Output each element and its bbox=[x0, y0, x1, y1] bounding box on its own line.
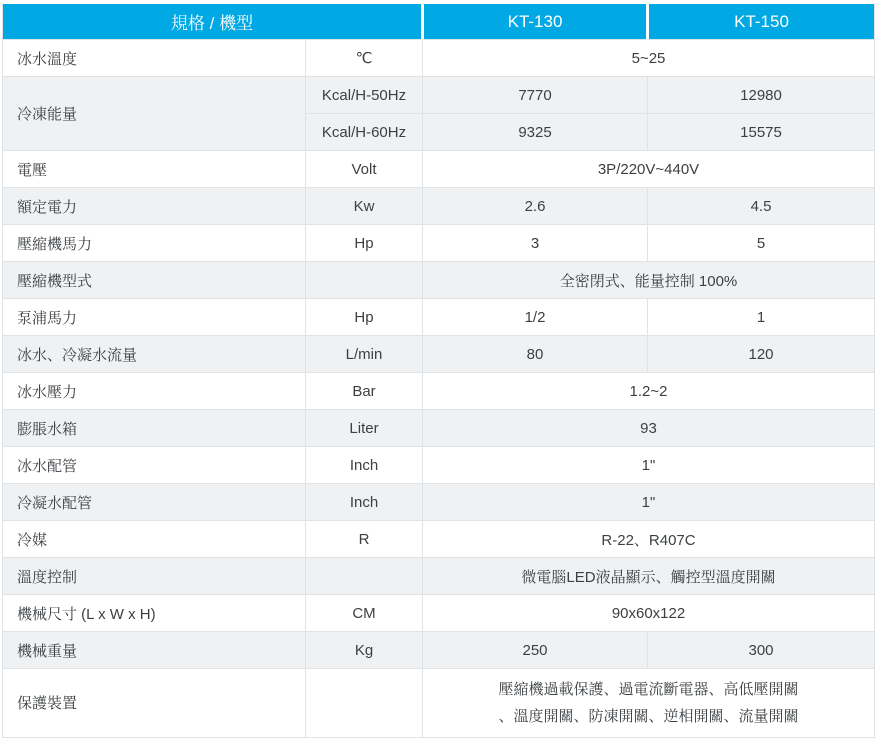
table-row bbox=[3, 669, 875, 738]
table-row bbox=[3, 77, 875, 114]
table-row bbox=[3, 410, 875, 447]
spec-value-span: 1.2~2 bbox=[423, 373, 875, 410]
table-row bbox=[3, 225, 875, 262]
spec-unit: CM bbox=[306, 595, 423, 632]
spec-unit: Kw bbox=[306, 188, 423, 225]
spec-value-kt130: 2.6 bbox=[423, 188, 648, 225]
spec-value-kt150: 4.5 bbox=[648, 188, 875, 225]
table-row bbox=[3, 151, 875, 188]
spec-unit bbox=[306, 669, 423, 738]
spec-label: 冰水、冷凝水流量 bbox=[3, 336, 306, 373]
protection-line-2: 、溫度開關、防凍開關、逆相開關、流量開關 bbox=[498, 708, 799, 725]
spec-value-kt130: 80 bbox=[423, 336, 648, 373]
spec-table-header bbox=[3, 4, 875, 40]
spec-unit: R bbox=[306, 521, 423, 558]
table-row bbox=[3, 447, 875, 484]
spec-label: 泵浦馬力 bbox=[3, 299, 306, 336]
spec-value-span: 1" bbox=[423, 447, 875, 484]
spec-value-span: 93 bbox=[423, 410, 875, 447]
spec-value-span: 5~25 bbox=[423, 40, 875, 77]
spec-label: 機械重量 bbox=[3, 632, 306, 669]
spec-value-kt130: 3 bbox=[423, 225, 648, 262]
spec-value-span: 全密閉式、能量控制 100% bbox=[423, 262, 875, 299]
table-row bbox=[3, 632, 875, 669]
spec-value-kt150: 300 bbox=[648, 632, 875, 669]
spec-unit: Inch bbox=[306, 484, 423, 521]
spec-unit: Kcal/H-60Hz bbox=[306, 114, 423, 151]
table-row bbox=[3, 40, 875, 77]
spec-unit: L/min bbox=[306, 336, 423, 373]
spec-label: 額定電力 bbox=[3, 188, 306, 225]
table-row bbox=[3, 373, 875, 410]
spec-unit bbox=[306, 262, 423, 299]
table-row bbox=[3, 262, 875, 299]
spec-label: 電壓 bbox=[3, 151, 306, 188]
spec-value-span: 90x60x122 bbox=[423, 595, 875, 632]
spec-label: 溫度控制 bbox=[3, 558, 306, 595]
spec-value-kt130: 7770 bbox=[423, 77, 648, 114]
spec-label: 冷凝水配管 bbox=[3, 484, 306, 521]
spec-value-span: 3P/220V~440V bbox=[423, 151, 875, 188]
spec-value-span: 1" bbox=[423, 484, 875, 521]
spec-value-span: R-22、R407C bbox=[423, 521, 875, 558]
header-spec-model: 規格 / 機型 bbox=[3, 4, 423, 40]
spec-label: 機械尺寸 (L x W x H) bbox=[3, 595, 306, 632]
table-row bbox=[3, 188, 875, 225]
spec-unit: Bar bbox=[306, 373, 423, 410]
spec-value-kt150: 15575 bbox=[648, 114, 875, 151]
table-row bbox=[3, 299, 875, 336]
spec-table bbox=[2, 4, 875, 738]
protection-line-1: 壓縮機過載保護、過電流斷電器、高低壓開關 bbox=[498, 681, 799, 698]
spec-unit bbox=[306, 558, 423, 595]
spec-label: 冰水溫度 bbox=[3, 40, 306, 77]
spec-value-kt150: 120 bbox=[648, 336, 875, 373]
spec-value-span bbox=[423, 669, 875, 738]
table-row bbox=[3, 336, 875, 373]
table-row bbox=[3, 484, 875, 521]
spec-value-kt150: 5 bbox=[648, 225, 875, 262]
spec-label: 冷媒 bbox=[3, 521, 306, 558]
spec-unit: Liter bbox=[306, 410, 423, 447]
spec-value-kt150: 12980 bbox=[648, 77, 875, 114]
spec-value-kt130: 1/2 bbox=[423, 299, 648, 336]
spec-value-kt130: 250 bbox=[423, 632, 648, 669]
spec-label: 冰水配管 bbox=[3, 447, 306, 484]
spec-unit: Hp bbox=[306, 225, 423, 262]
spec-label: 膨脹水箱 bbox=[3, 410, 306, 447]
spec-value-kt150: 1 bbox=[648, 299, 875, 336]
spec-label: 保護裝置 bbox=[3, 669, 306, 738]
spec-unit: Hp bbox=[306, 299, 423, 336]
spec-label: 壓縮機型式 bbox=[3, 262, 306, 299]
spec-unit: Kcal/H-50Hz bbox=[306, 77, 423, 114]
header-model-kt130: KT-130 bbox=[423, 4, 648, 40]
header-row bbox=[3, 4, 875, 40]
spec-unit: Inch bbox=[306, 447, 423, 484]
header-model-kt150: KT-150 bbox=[648, 4, 875, 40]
spec-unit: Kg bbox=[306, 632, 423, 669]
spec-unit: ℃ bbox=[306, 40, 423, 77]
spec-value-kt130: 9325 bbox=[423, 114, 648, 151]
spec-unit: Volt bbox=[306, 151, 423, 188]
spec-label: 冷凍能量 bbox=[3, 77, 306, 151]
table-row bbox=[3, 595, 875, 632]
spec-value-span: 微電腦LED液晶顯示、觸控型溫度開關 bbox=[423, 558, 875, 595]
table-row bbox=[3, 521, 875, 558]
spec-label: 冰水壓力 bbox=[3, 373, 306, 410]
spec-label: 壓縮機馬力 bbox=[3, 225, 306, 262]
table-row bbox=[3, 558, 875, 595]
